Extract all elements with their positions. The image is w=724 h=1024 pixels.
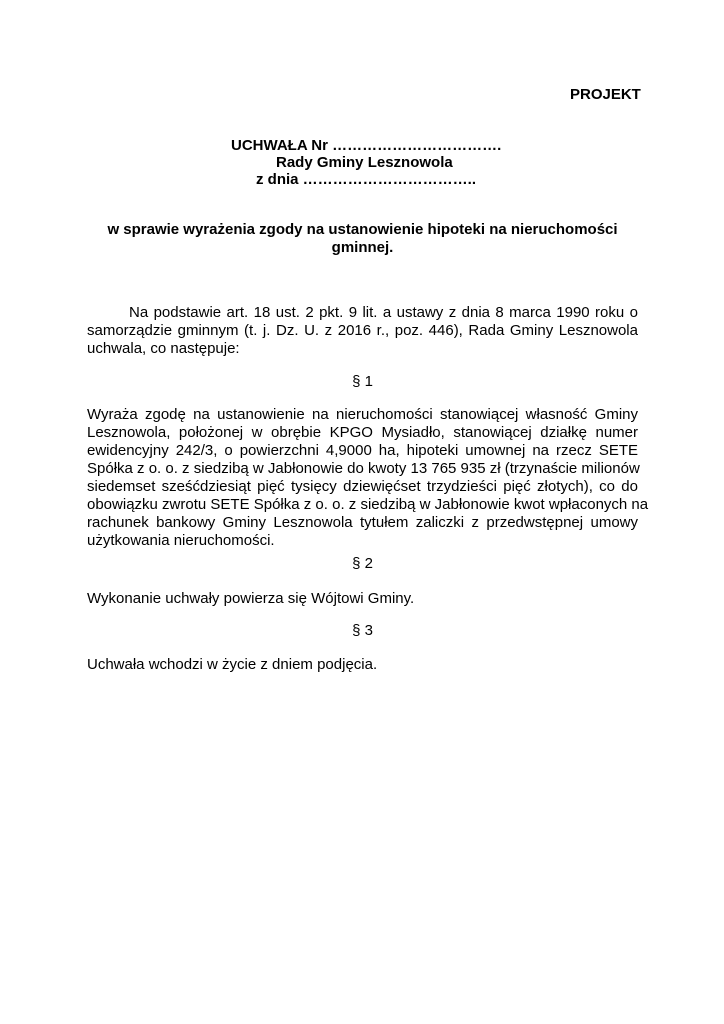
section-3-mark: § 3 [352, 622, 373, 639]
section-3-text: Uchwała wchodzi w życie z dniem podjęcia. [87, 656, 378, 673]
preamble-line-2: samorządzie gminnym (t. j. Dz. U. z 2016 r., poz. 446), Rada Gminy Lesznowola [87, 322, 638, 339]
section-1-line: Lesznowola, położonej w obrębie KPGO Mysiadło, stanowiącej działkę numer [87, 424, 638, 441]
section-1-line: ewidencyjny 242/3, o powierzchni 4,9000 ha, hipoteki umownej na rzecz SETE [87, 442, 638, 459]
section-2-mark: § 2 [352, 555, 373, 572]
section-1-line: rachunek bankowy Gminy Lesznowola tytułem zaliczki z przedwstępnej umowy [87, 514, 638, 531]
council-name: Rady Gminy Lesznowola [276, 154, 453, 171]
subject-line-2: gminnej. [331, 239, 394, 256]
section-1-line: Wyraża zgodę na ustanowienie na nieruchomości stanowiącej własność Gminy [87, 406, 638, 423]
resolution-date: z dnia …………………………….. [256, 171, 477, 188]
section-1-line: użytkowania nieruchomości. [87, 532, 275, 549]
projekt-label: PROJEKT [570, 86, 641, 103]
resolution-number: UCHWAŁA Nr ……………………………. [231, 137, 502, 154]
preamble-line-1: Na podstawie art. 18 ust. 2 pkt. 9 lit. a ustawy z dnia 8 marca 1990 roku o [129, 304, 638, 321]
section-1-mark: § 1 [352, 373, 373, 390]
subject-line-1: w sprawie wyrażenia zgody na ustanowienie hipoteki na nieruchomości [107, 221, 618, 238]
section-1-line: siedemset sześćdziesiąt pięć tysięcy dziewięćset trzydzieści pięć złotych), co do [87, 478, 638, 495]
preamble-line-3: uchwala, co następuje: [87, 340, 240, 357]
section-1-line: obowiązku zwrotu SETE Spółka z o. o. z siedzibą w Jabłonowie kwot wpłaconych na [87, 496, 649, 513]
section-2-text: Wykonanie uchwały powierza się Wójtowi Gminy. [87, 590, 415, 607]
section-1-line: Spółka z o. o. z siedzibą w Jabłonowie do kwoty 13 765 935 zł (trzynaście milionów [87, 460, 640, 477]
